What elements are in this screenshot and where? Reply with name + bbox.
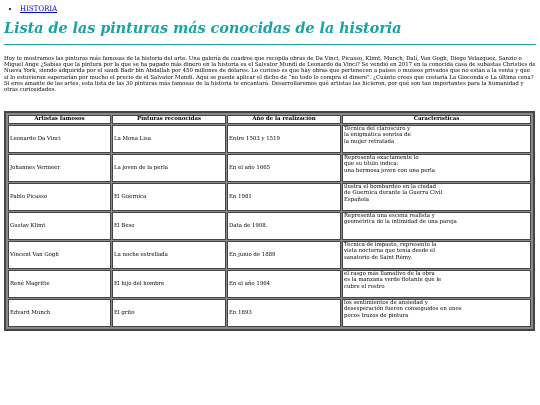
page-title: Lista de las pinturas más conocidas de la historia	[4, 20, 402, 37]
cell-characteristics: los sentimientos de ansiedad y desesperación fueron conseguidos en unos pocos trazos de pintura	[342, 299, 531, 327]
cell-characteristics: Representa exactamente lo que su título indica: una hermosa joven con una perla	[342, 154, 531, 182]
cell-artist: René Magritte	[8, 270, 111, 298]
cell-characteristics: el rasgo más llamativo de la obra es la manzana verde flotante que le cubre el rostro	[342, 270, 531, 298]
cell-year: En 1981	[227, 183, 341, 211]
cell-characteristics: ilustra el bombardeo en la ciudad de Guernica durante la Guerra Civil Española	[342, 183, 531, 211]
paintings-table-frame	[4, 111, 535, 331]
cell-painting: La noche estrellada	[112, 241, 226, 269]
cell-artist: Vincent Van Gogh	[8, 241, 111, 269]
cell-year: En 1893	[227, 299, 341, 327]
nav-item	[20, 5, 57, 13]
historia-link[interactable]: HISTORIA	[20, 5, 58, 13]
cell-year: En el año 1665	[227, 154, 341, 182]
header-characteristics: Características	[342, 115, 531, 124]
table-row	[8, 212, 531, 240]
cell-characteristics: Representa una escena realista y geométrica de la intimidad de una pareja	[342, 212, 531, 240]
cell-painting: El hijo del hombre	[112, 270, 226, 298]
cell-painting: El grito	[112, 299, 226, 327]
cell-painting: La Mona Lisa	[112, 125, 226, 153]
cell-year: En el año 1964	[227, 270, 341, 298]
intro-paragraph: Hoy te mostramos las pinturas más famosas de la historia del arte. Una galería de cuadros que recopila obras de Da Vinci, Picasso, Klimt, Munch, Dalí, Van Gogh, Diego Velazquez, Sanzio o Miguel Ange ¿Sabías que la pintura por la que se ha pagado más dinero en la historia es el Salvator Mundi de Leonardo da Vinci? Se vendió en 2017 en la conocida casa de subastas Christies de Nueva York, siendo adquirida por el saudí Badr bin Abdallah por 450 millones de dólares. Lo curioso es que hay obras que pertenecen a países o museos privados que no están a la venta y que si lo estuvieran superarían por mucho el precio de el Salvator Mundi. Aquí se puede aplicar el dicho de “no todo lo compra el dinero”. ¿Cuánto crees que costaría La Gioconda o La última cena? Si eres amante de las artes, esta lista de las 30 pinturas más famosas de la historia te encantará. Desarrollaremos qué artistas las hicieron, por qué son tan importantes para la humanidad y otras curiosidades.	[4, 56, 536, 94]
table-row	[8, 270, 531, 298]
cell-artist: Gustav Klimt	[8, 212, 111, 240]
cell-artist: Leonardo Da Vinci	[8, 125, 111, 153]
cell-year: Data de 1908.	[227, 212, 341, 240]
title-divider	[4, 44, 536, 45]
top-nav	[8, 5, 57, 13]
cell-characteristics: Técnica de impasto, representó la vista nocturna que tenía desde el sanatorio de Saint Rémy.	[342, 241, 531, 269]
cell-year: En junio de 1889	[227, 241, 341, 269]
table-row	[8, 154, 531, 182]
cell-painting: La joven de la perla	[112, 154, 226, 182]
header-artist: Artistas famosos	[8, 115, 111, 124]
paintings-table	[7, 114, 532, 328]
table-row	[8, 125, 531, 153]
cell-artist: Johannes Vermeer	[8, 154, 111, 182]
header-year: Año de la realización	[227, 115, 341, 124]
cell-year: Entre 1503 y 1519	[227, 125, 341, 153]
cell-painting: El Guernica	[112, 183, 226, 211]
cell-painting: El Beso	[112, 212, 226, 240]
table-header-row	[8, 115, 531, 124]
cell-artist: Edvard Munch	[8, 299, 111, 327]
table-row	[8, 299, 531, 327]
table-body	[8, 125, 531, 327]
table-row	[8, 183, 531, 211]
cell-characteristics: Técnica del claroscuro y la enigmática sonrisa de la mujer retratada	[342, 125, 531, 153]
cell-artist: Pablo Picasso	[8, 183, 111, 211]
nav-list	[8, 5, 57, 13]
header-painting: Pinturas reconocidas	[112, 115, 226, 124]
table-row	[8, 241, 531, 269]
